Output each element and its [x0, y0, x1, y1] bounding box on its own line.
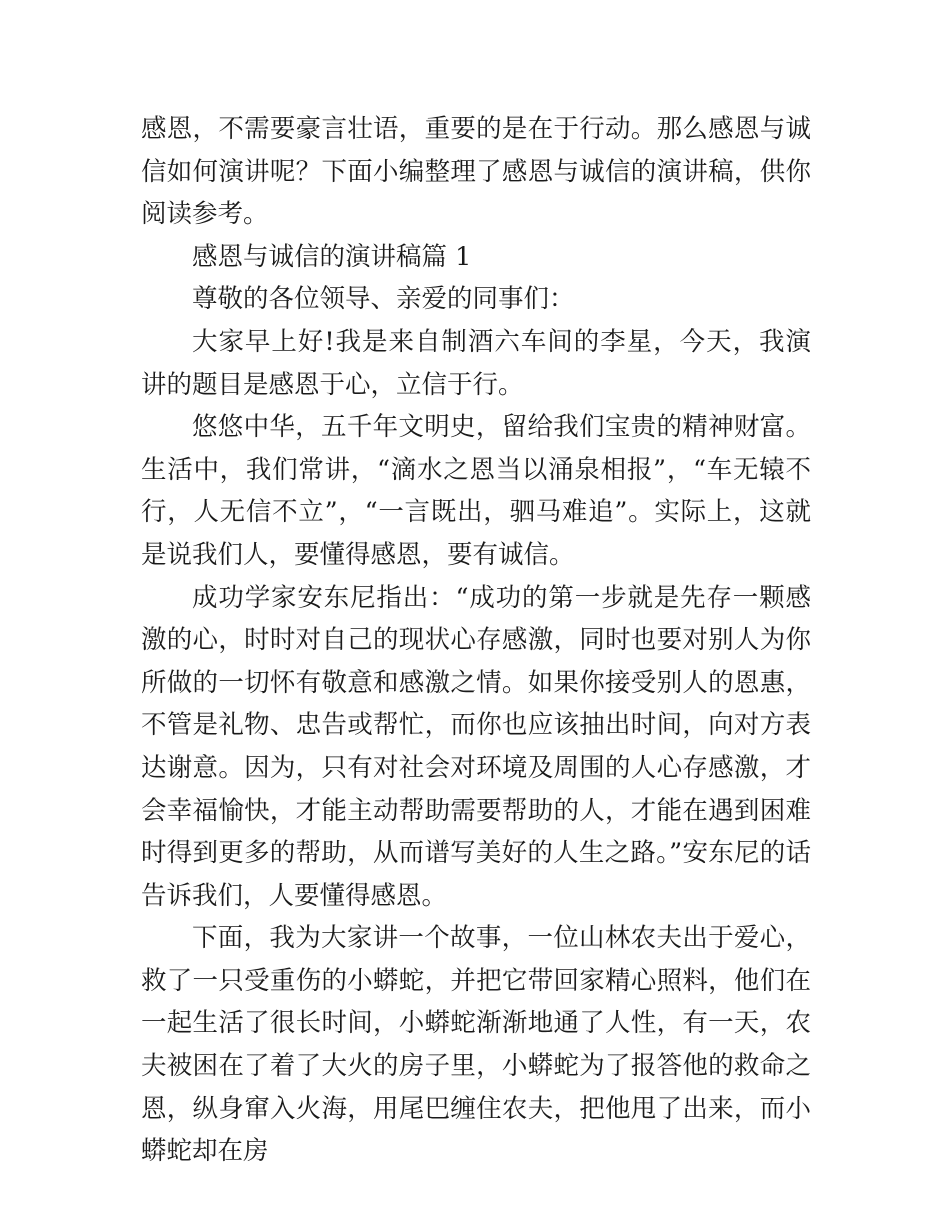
body-paragraph: 成功学家安东尼指出：“成功的第一步就是先存一颗感激的心，时时对自己的现状心存感激，同时也要对别人为你所做的一切怀有敬意和感激之情。如果你接受别人的恩惠，不管是礼物、忠告或帮忙，而你也应该抽出时间，向对方表达谢意。因为，只有对社会对环境及周围的人心存感激，才会幸福愉快，才能主动帮助需要帮助的人，才能在遇到困难时得到更多的帮助，从而谱写美好的人生之路。”安东尼的话告诉我们，人要懂得感恩。 — [141, 582, 811, 911]
salutation-paragraph: 尊敬的各位领导、亲爱的同事们： — [192, 284, 575, 315]
document-body — [141, 108, 811, 1173]
body-paragraph: 下面，我为大家讲一个故事，一位山林农夫出于爱心，救了一只受重伤的小蟒蛇，并把它带回家精心照料，他们在一起生活了很长时间，小蟒蛇渐渐地通了人性，有一天，农夫被困在了着了大火的房子里，小蟒蛇为了报答他的救命之恩，纵身窜入火海，用尾巴缠住农夫，把他甩了出来，而小蟒蛇却在房 — [141, 923, 811, 1167]
body-paragraph: 悠悠中华，五千年文明史，留给我们宝贵的精神财富。生活中，我们常讲，“滴水之恩当以涌泉相报”，“车无辕不行，人无信不立”，“一言既出，驷马难追”。实际上，这就是说我们人，要懂得感恩，要有诚信。 — [141, 412, 811, 570]
section-heading: 感恩与诚信的演讲稿篇 1 — [192, 241, 472, 272]
body-paragraph: 大家早上好!我是来自制酒六车间的李星，今天，我演讲的题目是感恩于心，立信于行。 — [141, 326, 811, 400]
intro-paragraph: 感恩，不需要豪言壮语，重要的是在于行动。那么感恩与诚信如何演讲呢？下面小编整理了感恩与诚信的演讲稿，供你阅读参考。 — [141, 114, 811, 230]
